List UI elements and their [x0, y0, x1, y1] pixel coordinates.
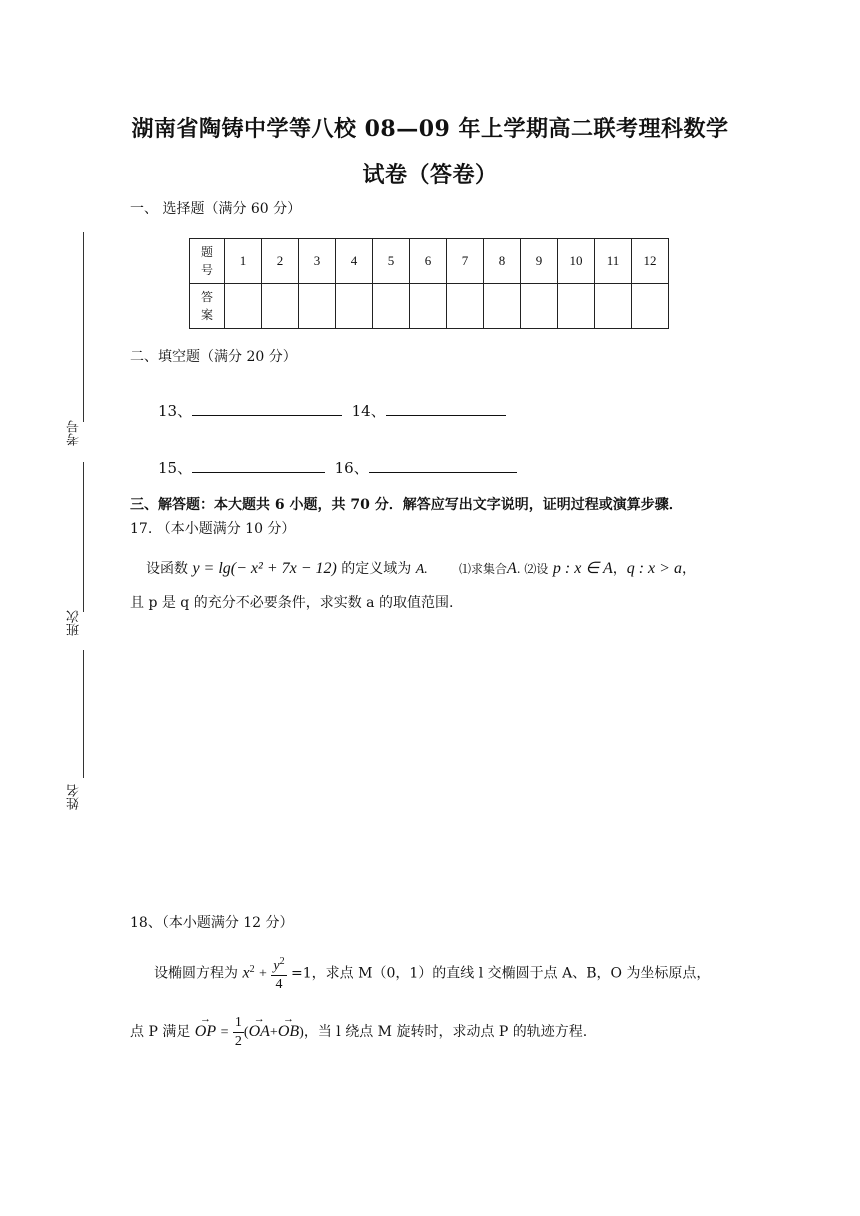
number-cell: 2 — [262, 239, 299, 284]
blank-label-14: 14、 — [351, 402, 386, 420]
q18-vector-oa: → OA — [249, 1012, 270, 1052]
q18-half — [233, 1014, 244, 1051]
q17-header: 17. （本小题满分 10 分） — [130, 521, 296, 537]
header-cell-answer — [190, 284, 225, 329]
number-cell: 3 — [299, 239, 336, 284]
q18-y: y — [273, 958, 280, 974]
answer-cell[interactable] — [225, 284, 262, 329]
q17-end1: ， — [681, 561, 696, 577]
q18-denominator: 4 — [275, 977, 283, 993]
blank-row-1 — [158, 400, 506, 421]
answer-cell[interactable] — [484, 284, 521, 329]
q18-half-numerator: 1 — [233, 1014, 244, 1033]
section3-heading: 三、解答题：本大题共 6 小题，共 70 分．解答应写出文字说明，证明过程或演算步骤． — [130, 497, 683, 513]
answer-cell[interactable] — [410, 284, 447, 329]
answer-cell[interactable] — [632, 284, 669, 329]
q18-eq: = — [220, 1025, 229, 1040]
blank-row-2 — [158, 457, 517, 478]
number-cell: 10 — [558, 239, 595, 284]
header-char: 案 — [200, 308, 213, 322]
side-label-name: 姓名 — [67, 784, 82, 810]
answer-cell[interactable] — [595, 284, 632, 329]
blank-label-13: 13、 — [158, 402, 193, 420]
q17-part2: . ⑵设 — [516, 562, 549, 576]
q18-line2-end: ，当 l 绕点 M 旋转时，求动点 P 的轨迹方程. — [303, 1024, 588, 1040]
blank-14-line[interactable] — [386, 401, 506, 416]
number-cell: 11 — [595, 239, 632, 284]
page-title-line2: 试卷（答卷） — [362, 162, 498, 188]
q18-plus: + — [259, 966, 267, 982]
answer-cell[interactable] — [262, 284, 299, 329]
header-cell-number — [190, 239, 225, 284]
answer-table — [189, 238, 669, 329]
blank-label-15: 15、 — [158, 459, 193, 477]
q17-a1: A — [506, 560, 517, 577]
q18-line2-lead: 点 P 满足 — [130, 1024, 191, 1040]
q17-mid: 的定义域为 — [341, 561, 412, 577]
q18-paren-close: ) — [299, 1025, 304, 1040]
blank-16-line[interactable] — [369, 458, 517, 473]
number-cell: 6 — [410, 239, 447, 284]
q18-fraction: $\frac{y^2}{4}$ — [271, 953, 286, 995]
answer-cell[interactable] — [373, 284, 410, 329]
q18-header: 18、（本小题满分 12 分） — [130, 915, 294, 931]
number-cell: 4 — [336, 239, 373, 284]
q18-paren-open: ( — [243, 1025, 249, 1040]
table-row-answers — [190, 284, 669, 329]
blank-label-16: 16、 — [334, 459, 369, 477]
margin-line-3 — [83, 650, 84, 778]
q18-plus2: + — [269, 1025, 278, 1040]
margin-line-2 — [83, 462, 84, 612]
q18-half-denominator: 2 — [234, 1033, 242, 1049]
blank-15-line[interactable] — [192, 458, 325, 473]
header-char: 号 — [200, 263, 213, 277]
q17-formula: y = lg(− x² + 7x − 12) — [192, 560, 337, 577]
q17-set-a: A. — [415, 562, 428, 577]
q17-p-def: p : x ∈ A — [552, 560, 613, 577]
table-row-numbers — [190, 239, 669, 284]
answer-cell[interactable] — [336, 284, 373, 329]
number-cell: 9 — [521, 239, 558, 284]
number-cell: 8 — [484, 239, 521, 284]
page-title-line1: 湖南省陶铸中学等八校 08—09 年上学期高二联考理科数学 — [131, 116, 729, 142]
answer-cell[interactable] — [299, 284, 336, 329]
answer-cell[interactable] — [447, 284, 484, 329]
number-cell: 1 — [225, 239, 262, 284]
answer-cell[interactable] — [521, 284, 558, 329]
section2-heading: 二、填空题（满分 20 分） — [130, 349, 297, 365]
q17-lead: 设函数 — [146, 561, 188, 577]
side-label-class: 班次 — [67, 610, 82, 636]
answer-cell[interactable] — [558, 284, 595, 329]
margin-line-1 — [83, 232, 84, 422]
blank-13-line[interactable] — [192, 401, 342, 416]
section1-heading: 一、 选择题（满分 60 分） — [130, 201, 302, 217]
header-char: 题 — [200, 245, 213, 259]
q18-vector-ob: → OB — [278, 1012, 299, 1052]
q17-line1 — [146, 558, 696, 578]
q17-q-def: q : x > a — [626, 560, 682, 577]
q17-line2: 且 p 是 q 的充分不必要条件，求实数 a 的取值范围. — [130, 595, 454, 611]
number-cell: 12 — [632, 239, 669, 284]
side-label-exam-number: 考号 — [67, 420, 82, 446]
q17-comma: ， — [612, 561, 627, 577]
q18-line2 — [130, 1012, 587, 1053]
q18-x: x — [242, 964, 250, 982]
number-cell: 5 — [373, 239, 410, 284]
q18-lead: 设椭圆方程为 — [154, 965, 238, 982]
q18-eq1: =1，求点 M（0，1）的直线 l 交椭圆于点 A、B，O 为坐标原点， — [291, 965, 711, 982]
header-char: 答 — [200, 290, 213, 304]
number-cell: 7 — [447, 239, 484, 284]
q18-vector-op: → OP — [195, 1012, 216, 1052]
q18-line1: 设椭圆方程为 $x^2$ + $\frac{y^2}{4}$ =1，求点 M（0，1）的直线 l 交椭圆于点 A、B，O 为坐标原点， — [154, 950, 710, 995]
q17-part1: ⑴求集合 — [458, 562, 507, 576]
